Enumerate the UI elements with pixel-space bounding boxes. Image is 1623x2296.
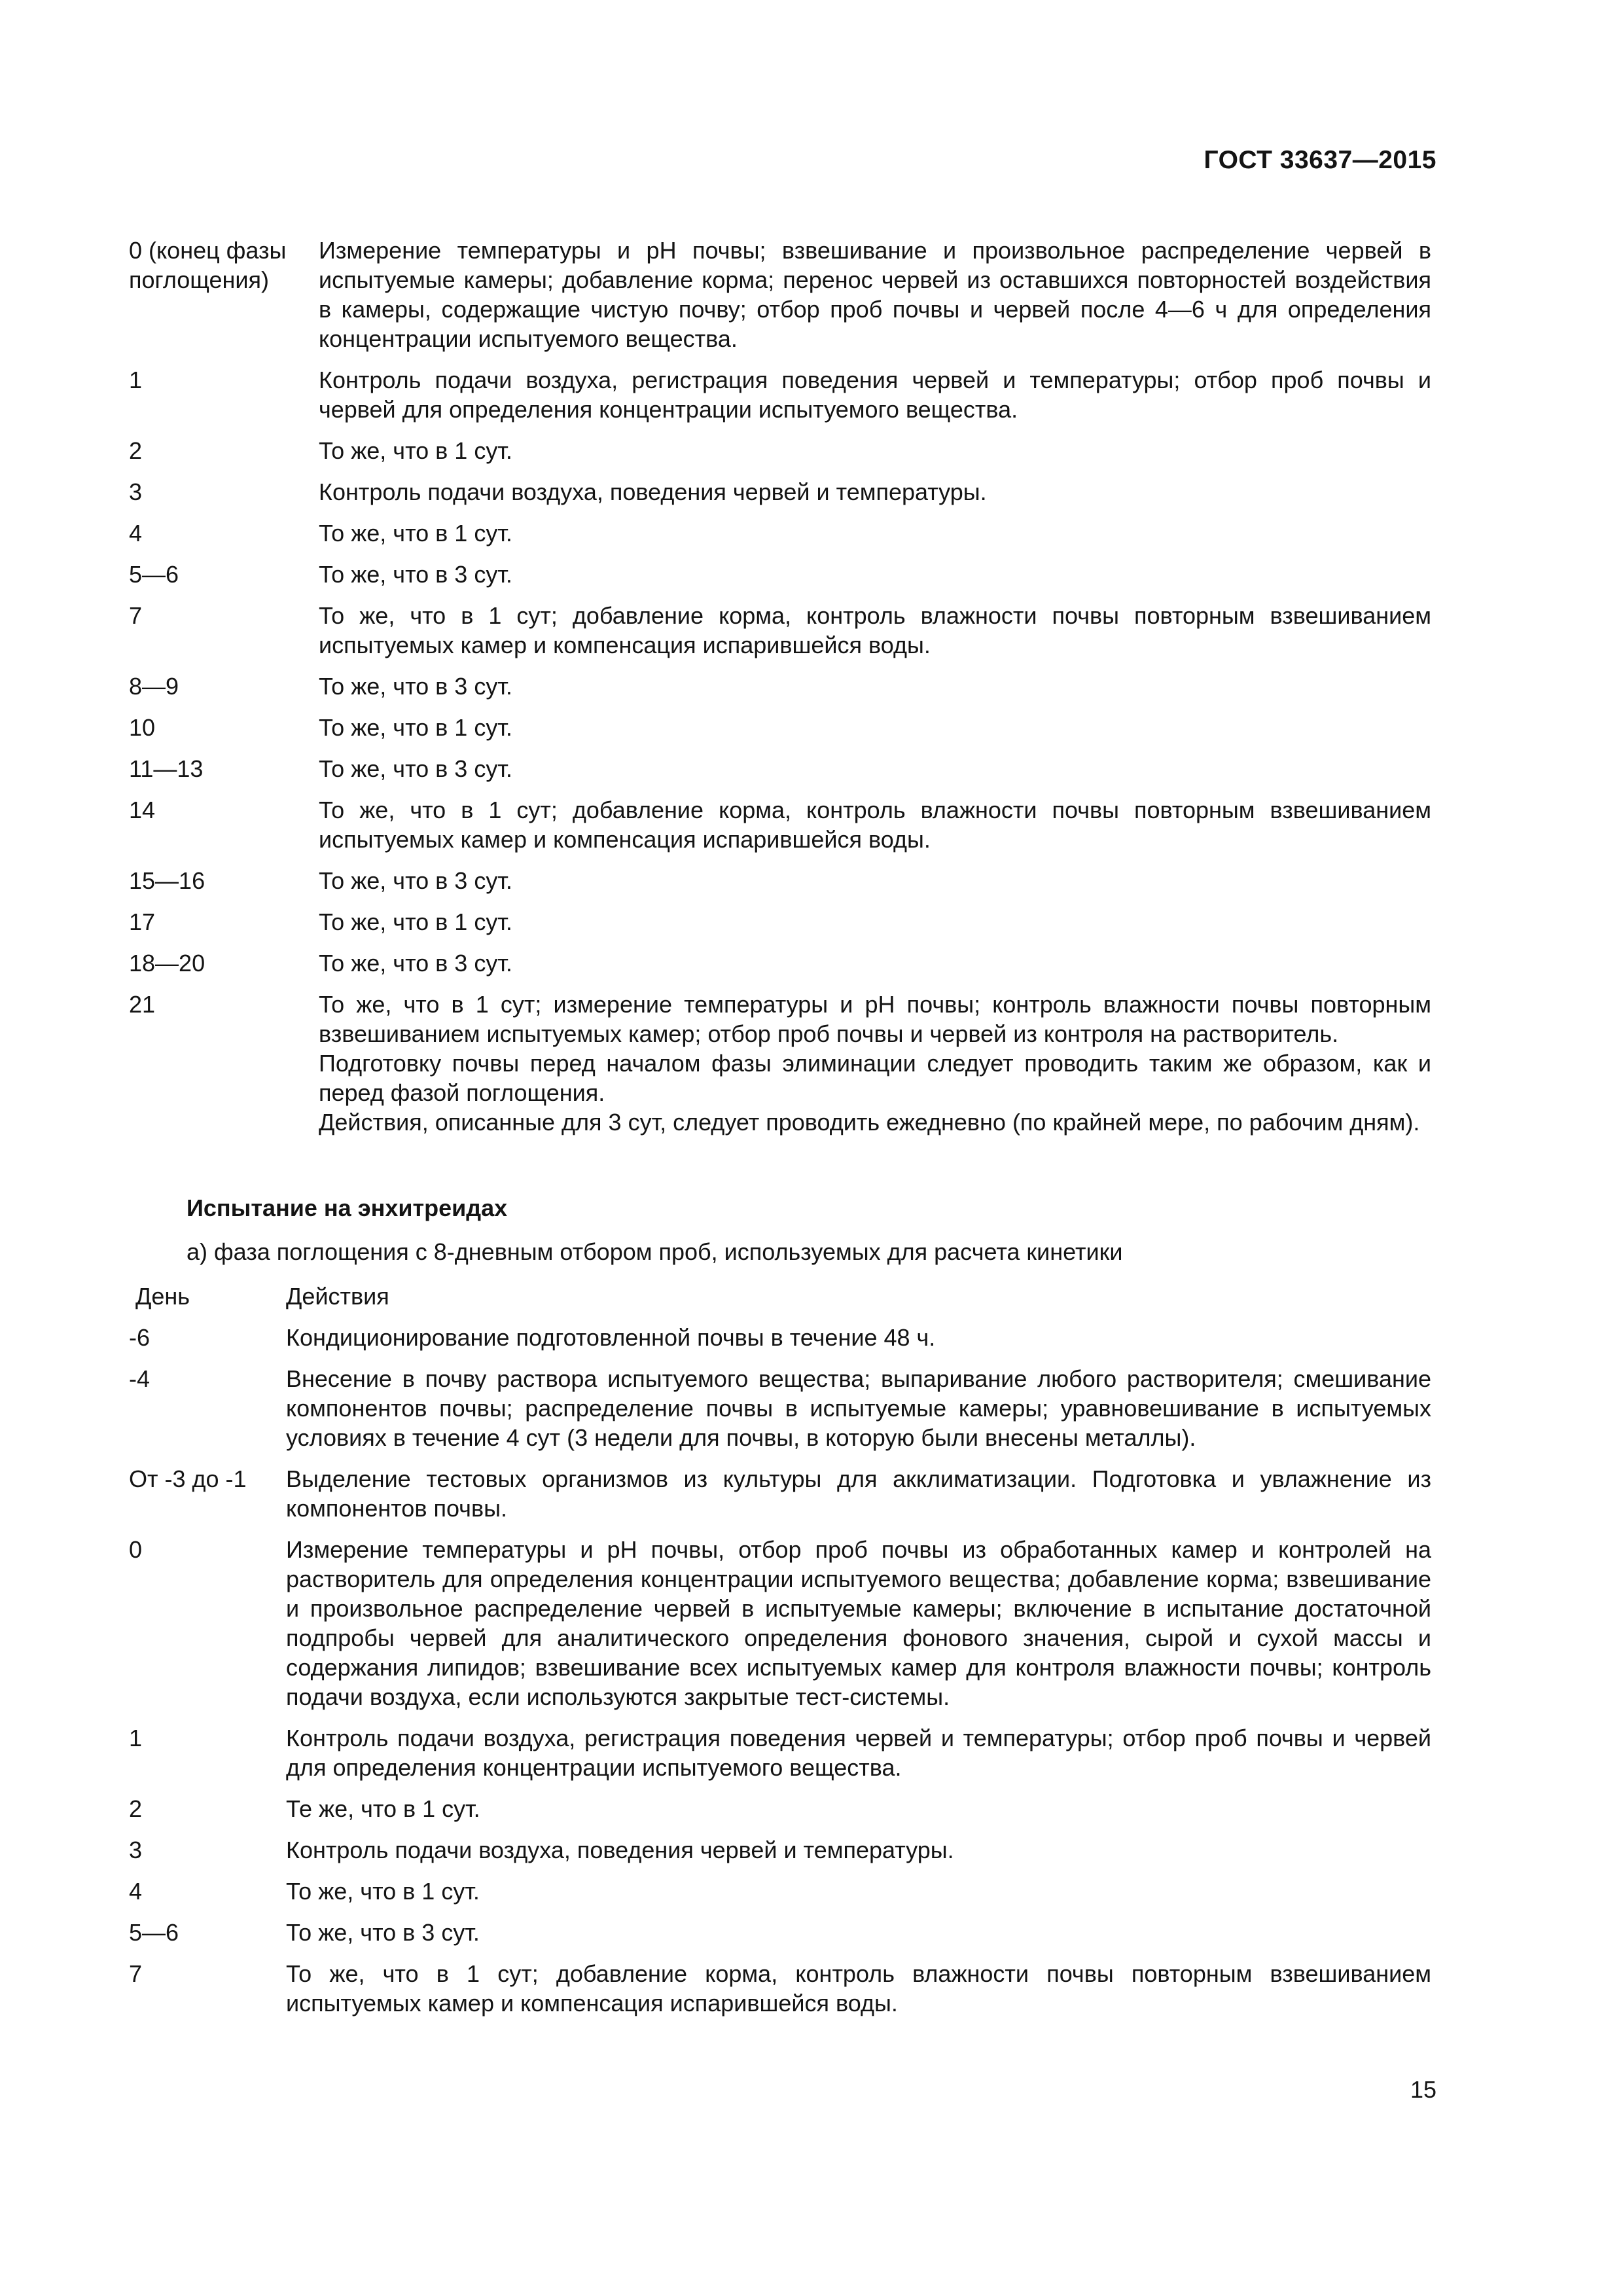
action-cell <box>319 990 1431 1137</box>
action-text: То же, что в 1 сут; добавление корма, контроль влажности почвы повторным взвешиванием испытуемых камер и компенсация испарившейся воды. <box>319 602 1431 658</box>
day-cell: 2 <box>129 1795 143 1822</box>
action-cell <box>319 236 1431 353</box>
table-row <box>129 1364 1431 1452</box>
action-text: Измерение температуры и рН почвы; взвешивание и произвольное распределение червей в испытуемые камеры; добавление корма; перенос червей из оставшихся повторностей воздействия в камеры, содержащие чистую почву; отбор проб почвы и червей после 4—6 ч для определения концентрации испытуемого вещества. <box>319 237 1431 352</box>
action-cell: Измерение температуры и рН почвы, отбор проб почвы из обработанных камер и контролей на растворитель для определения концентрации испытуемого вещества; добавление корма; взвешивание и произвольное распределение червей в испытуемые камеры; включение в испытание достаточной подпробы червей для аналитического определения фонового значения, сырой и сухой массы и содержания липидов; взвешивание всех испытуемых камер для контроля влажности почвы; контроль подачи воздуха, если используются закрытые тест-системы. <box>286 1536 1431 1710</box>
day-cell: -6 <box>129 1324 151 1351</box>
day-cell: 18—20 <box>129 950 205 977</box>
table-row <box>129 990 1431 1137</box>
action-text: То же, что в 1 сут; измерение температуры и рН почвы; контроль влажности почвы повторным взвешиванием испытуемых камер; отбор проб почвы и червей из контроля на растворитель. <box>319 991 1431 1047</box>
table-row <box>129 1835 1431 1865</box>
action-cell <box>319 754 1431 783</box>
action-cell: То же, что в 1 сут; добавление корма, контроль влажности почвы повторным взвешиванием испытуемых камер и компенсация испарившейся воды. <box>286 1960 1431 2017</box>
table-row <box>129 1959 1431 2018</box>
section-title: Испытание на энхитреидах <box>187 1194 508 1221</box>
action-cell: Кондиционирование подготовленной почвы в течение 48 ч. <box>286 1324 936 1351</box>
action-cell <box>319 601 1431 660</box>
elimination-phase-table <box>129 236 1431 1149</box>
day-cell: 21 <box>129 991 156 1018</box>
table-row <box>129 907 1431 937</box>
day-cell: 0 (конец фазы поглощения) <box>129 237 287 293</box>
table-row <box>129 477 1431 507</box>
action-cell: Контроль подачи воздуха, регистрация поведения червей и температуры; отбор проб почвы и червей для определения концентрации испытуемого вещества. <box>286 1725 1431 1781</box>
day-cell: 1 <box>129 367 143 393</box>
action-cell <box>319 560 1431 589</box>
section-subtitle: а) фаза поглощения с 8-дневным отбором проб, используемых для расчета кинетики <box>187 1238 1123 1265</box>
table-row <box>129 948 1431 978</box>
action-text: То же, что в 1 сут. <box>319 908 512 935</box>
day-cell: 5—6 <box>129 1919 179 1946</box>
action-cell <box>319 477 1431 507</box>
table-row <box>129 672 1431 701</box>
action-text: То же, что в 1 сут. <box>319 714 512 741</box>
day-cell: 4 <box>129 520 143 547</box>
action-cell <box>319 365 1431 424</box>
action-note: Действия, описанные для 3 сут, следует проводить ежедневно (по крайней мере, по рабочим дням). <box>319 1109 1420 1136</box>
day-cell: 3 <box>129 478 143 505</box>
action-cell: То же, что в 3 сут. <box>286 1919 480 1946</box>
table-row <box>129 601 1431 660</box>
action-cell: Контроль подачи воздуха, поведения червей и температуры. <box>286 1837 954 1863</box>
day-cell: 7 <box>129 602 143 629</box>
day-cell: 17 <box>129 908 156 935</box>
action-cell <box>319 713 1431 742</box>
document-standard-id: ГОСТ 33637—2015 <box>1204 146 1436 174</box>
page-number: 15 <box>1410 2076 1436 2103</box>
action-text: То же, что в 3 сут. <box>319 867 512 894</box>
day-cell: 14 <box>129 797 156 823</box>
action-cell: Внесение в почву раствора испытуемого вещества; выпаривание любого растворителя; смешивание компонентов почвы; распределение почвы в испытуемые камеры; уравновешивание в испытуемых условиях в течение 4 сут (3 недели для почвы, в которую были внесены металлы). <box>286 1365 1431 1451</box>
action-text: То же, что в 3 сут. <box>319 561 512 588</box>
day-cell: 11—13 <box>129 755 204 782</box>
action-cell <box>319 948 1431 978</box>
day-cell: 5—6 <box>129 561 179 588</box>
table-row <box>129 1723 1431 1782</box>
table-row <box>129 866 1431 895</box>
day-cell: От -3 до -1 <box>129 1465 247 1492</box>
action-column-header: Действия <box>286 1283 389 1310</box>
action-text: То же, что в 1 сут. <box>319 437 512 464</box>
action-text: То же, что в 3 сут. <box>319 950 512 977</box>
action-cell <box>319 672 1431 701</box>
action-text: То же, что в 3 сут. <box>319 673 512 700</box>
table-header-row <box>129 1282 1431 1311</box>
day-cell: 3 <box>129 1837 143 1863</box>
action-cell <box>319 907 1431 937</box>
day-cell: 1 <box>129 1725 143 1751</box>
action-text: Контроль подачи воздуха, регистрация поведения червей и температуры; отбор проб почвы и червей для определения концентрации испытуемого вещества. <box>319 367 1431 423</box>
table-row <box>129 1794 1431 1823</box>
table-row <box>129 365 1431 424</box>
action-text: Контроль подачи воздуха, поведения червей и температуры. <box>319 478 987 505</box>
table-row <box>129 1876 1431 1906</box>
action-cell <box>319 436 1431 465</box>
day-cell: 0 <box>129 1536 143 1563</box>
table-row <box>129 236 1431 353</box>
table-row <box>129 436 1431 465</box>
action-cell <box>319 866 1431 895</box>
table-row <box>129 560 1431 589</box>
action-cell: Выделение тестовых организмов из культуры для акклиматизации. Подготовка и увлажнение из компонентов почвы. <box>286 1465 1431 1522</box>
action-cell: То же, что в 1 сут. <box>286 1878 480 1905</box>
action-cell <box>319 518 1431 548</box>
day-cell: -4 <box>129 1365 151 1392</box>
day-cell: 8—9 <box>129 673 179 700</box>
day-cell: 2 <box>129 437 143 464</box>
table-row <box>129 795 1431 854</box>
action-note: Подготовку почвы перед началом фазы элиминации следует проводить таким же образом, как и перед фазой поглощения. <box>319 1050 1431 1106</box>
table-row <box>129 1918 1431 1947</box>
uptake-phase-table <box>129 1282 1431 2030</box>
table-row <box>129 713 1431 742</box>
table-row <box>129 754 1431 783</box>
day-cell: 15—16 <box>129 867 205 894</box>
action-cell: Те же, что в 1 сут. <box>286 1795 480 1822</box>
action-text: То же, что в 1 сут; добавление корма, контроль влажности почвы повторным взвешиванием испытуемых камер и компенсация испарившейся воды. <box>319 797 1431 853</box>
action-cell <box>319 795 1431 854</box>
day-column-header: День <box>135 1283 190 1310</box>
table-row <box>129 518 1431 548</box>
action-text: То же, что в 3 сут. <box>319 755 512 782</box>
day-cell: 10 <box>129 714 156 741</box>
table-row <box>129 1323 1431 1352</box>
action-text: То же, что в 1 сут. <box>319 520 512 547</box>
day-cell: 7 <box>129 1960 143 1987</box>
table-row <box>129 1535 1431 1712</box>
day-cell: 4 <box>129 1878 143 1905</box>
table-row <box>129 1464 1431 1523</box>
